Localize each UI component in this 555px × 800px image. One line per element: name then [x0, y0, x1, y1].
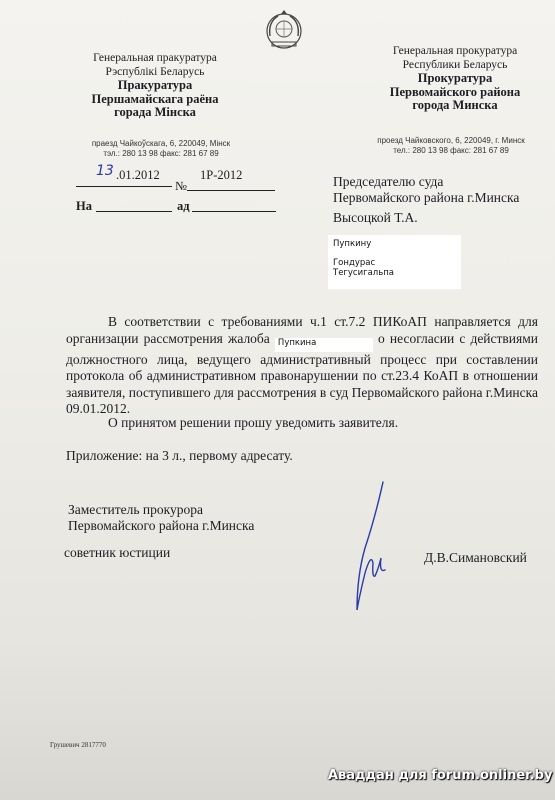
date-underline: [76, 186, 172, 187]
signatory-title-line2: Первомайского района г.Минска: [68, 518, 255, 533]
address-left-line2: тэл.: 280 13 98 факс: 281 67 89: [103, 149, 219, 158]
body-paragraph-1-part1: В соответствии с требованиями ч.1 ст.7.2 ПИКоАП направляется для организации рассмотрения жалоба: [66, 314, 538, 346]
header-left-line5: горада Мінска: [114, 105, 196, 119]
outgoing-number: 1Р-2012: [200, 168, 243, 182]
address-right-line2: тел.: 280 13 98 факс: 281 67 89: [393, 146, 509, 155]
signatory-title-line1: Заместитель прокурора: [68, 502, 203, 517]
number-underline: [187, 190, 275, 191]
header-left-line3: Пракуратура: [117, 78, 193, 92]
body-paragraph-1: [66, 314, 538, 418]
header-left-line1: Генеральная пракуратура: [93, 52, 217, 64]
addressee-name: Высоцкой Т.А.: [333, 210, 418, 225]
redacted-complainant-name: Пупкина: [275, 338, 373, 352]
number-sign: №: [175, 179, 187, 193]
addressee-line1: Председателю суда: [333, 174, 444, 189]
from-label: ад: [177, 199, 190, 213]
header-left-line2: Рэспублікі Беларусь: [105, 65, 205, 78]
header-right-line3: Прокуратура: [417, 71, 493, 85]
body-paragraph-1-part2: о несогласии с действиями должностного лица, ведущего административный процесс при составлении протокола об административном правонарушении по ст.23.4 КоАП в отношении заявителя, поступившего для рассмотрения в суд Первомайского района г.Минска 09.01.2012.: [66, 330, 538, 416]
from-underline: [192, 211, 276, 212]
watermark-text: Аваддан для forum.onliner.by: [328, 768, 553, 783]
header-right-line5: города Минска: [412, 98, 498, 112]
on-label: На: [76, 199, 92, 213]
date-month-year: .01.2012: [116, 168, 160, 182]
handwritten-signature: [345, 478, 395, 618]
on-underline: [96, 211, 172, 212]
state-emblem-icon: [262, 8, 306, 52]
header-right-line4: Первомайского района: [389, 84, 521, 99]
redacted-address-line1: Пупкину: [333, 239, 372, 249]
signatory-name: Д.В.Симановский: [424, 550, 527, 565]
address-left: [66, 139, 256, 159]
redacted-address-block: [328, 235, 461, 289]
redacted-address-line2: Гондурас: [333, 257, 376, 268]
address-left-line1: праезд Чайкоўскага, 6, 220049, Мінск: [91, 139, 231, 148]
redacted-address-line3: Тегусигальпа: [333, 268, 394, 278]
header-right-line1: Генеральная прокуратура: [392, 45, 518, 57]
attachment-line: Приложение: на 3 л., первому адресату.: [66, 448, 293, 463]
header-right-line2: Республики Беларусь: [402, 58, 508, 71]
date-day-handwritten: 13: [96, 163, 114, 179]
header-left: [60, 52, 250, 120]
address-right-line1: проезд Чайковского, 6, 220049, г. Минск: [377, 136, 525, 145]
executor-note: Грушевич 2817770: [50, 741, 106, 749]
header-left-line4: Першамайскага раёна: [91, 91, 219, 106]
body-paragraph-2: О принятом решении прошу уведомить заявителя.: [108, 415, 399, 430]
addressee-line2: Первомайского района г.Минска: [333, 190, 520, 205]
header-right: [360, 45, 550, 113]
address-right: [356, 136, 546, 156]
signatory-rank: советник юстиции: [64, 545, 171, 560]
